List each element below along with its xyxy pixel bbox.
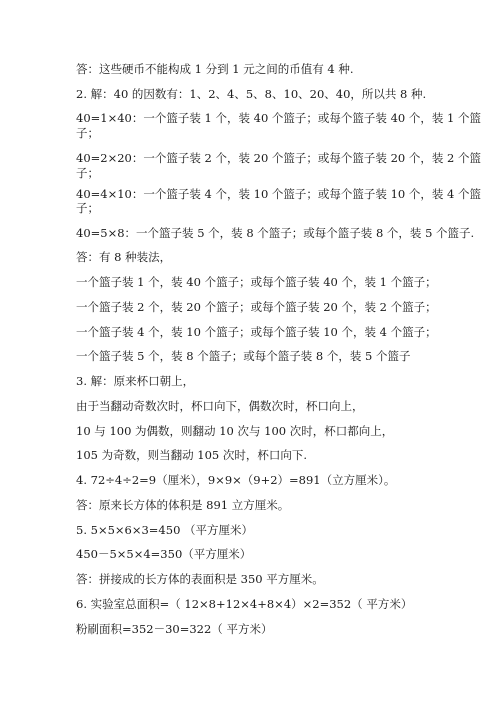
text-line: 由于当翻动奇数次时，杯口向下，偶数次时，杯口向上， [76, 399, 364, 413]
text-line: 450－5×5×4=350（平方厘米） [76, 547, 252, 561]
text-line: 2. 解：40 的因数有：1、2、4、5、8、10、20、40，所以共 8 种. [76, 87, 427, 101]
text-line: 3. 解：原来杯口朝上， [76, 374, 195, 388]
text-line: 子； [76, 166, 99, 180]
text-line: 40=1×40：一个篮子装 1 个，装 40 个篮子；或每个篮子装 40 个，装 1 个篮 [76, 111, 481, 125]
text-line: 粉刷面积=352－30=322（ 平方米） [76, 622, 273, 636]
text-line: 答：拼接成的长方体的表面积是 350 平方厘米。 [76, 572, 324, 586]
text-line: 子； [76, 126, 99, 140]
text-line: 10 与 100 为偶数，则翻动 10 次与 100 次时，杯口都向上， [76, 424, 394, 438]
text-line: 答：原来长方体的体积是 891 立方厘米。 [76, 498, 290, 512]
text-line: 40=2×20：一个篮子装 2 个，装 20 个篮子；或每个篮子装 20 个，装 2 个篮 [76, 151, 481, 165]
text-line: 答：这些硬币不能构成 1 分到 1 元之间的币值有 4 种. [76, 62, 354, 76]
text-line: 一个篮子装 2 个，装 20 个篮子；或每个篮子装 20 个，装 2 个篮子； [76, 300, 437, 314]
text-line: 一个篮子装 5 个，装 8 个篮子；或每个篮子装 8 个，装 5 个篮子 [76, 349, 411, 363]
text-line: 答：有 8 种装法， [76, 250, 172, 264]
text-line: 6. 实验室总面积=（ 12×8+12×4+8×4）×2=352（ 平方米） [76, 597, 413, 611]
text-line: 一个篮子装 4 个，装 10 个篮子；或每个篮子装 10 个，装 4 个篮子； [76, 325, 437, 339]
text-line: 5. 5×5×6×3=450 （平方厘米） [76, 523, 254, 537]
text-line: 40=5×8：一个篮子装 5 个，装 8 个篮子；或每个篮子装 8 个，装 5 个篮子. [76, 226, 475, 240]
text-line: 4. 72÷4÷2=9（厘米），9×9×（9+2）=891（立方厘米）。 [76, 473, 396, 487]
text-line: 40=4×10：一个篮子装 4 个，装 10 个篮子；或每个篮子装 10 个，装 4 个篮 [76, 187, 481, 201]
text-line: 一个篮子装 1 个，装 40 个篮子；或每个篮子装 40 个，装 1 个篮子； [76, 275, 437, 289]
text-line: 105 为奇数，则当翻动 105 次时，杯口向下. [76, 448, 308, 462]
text-line: 子； [76, 201, 99, 215]
